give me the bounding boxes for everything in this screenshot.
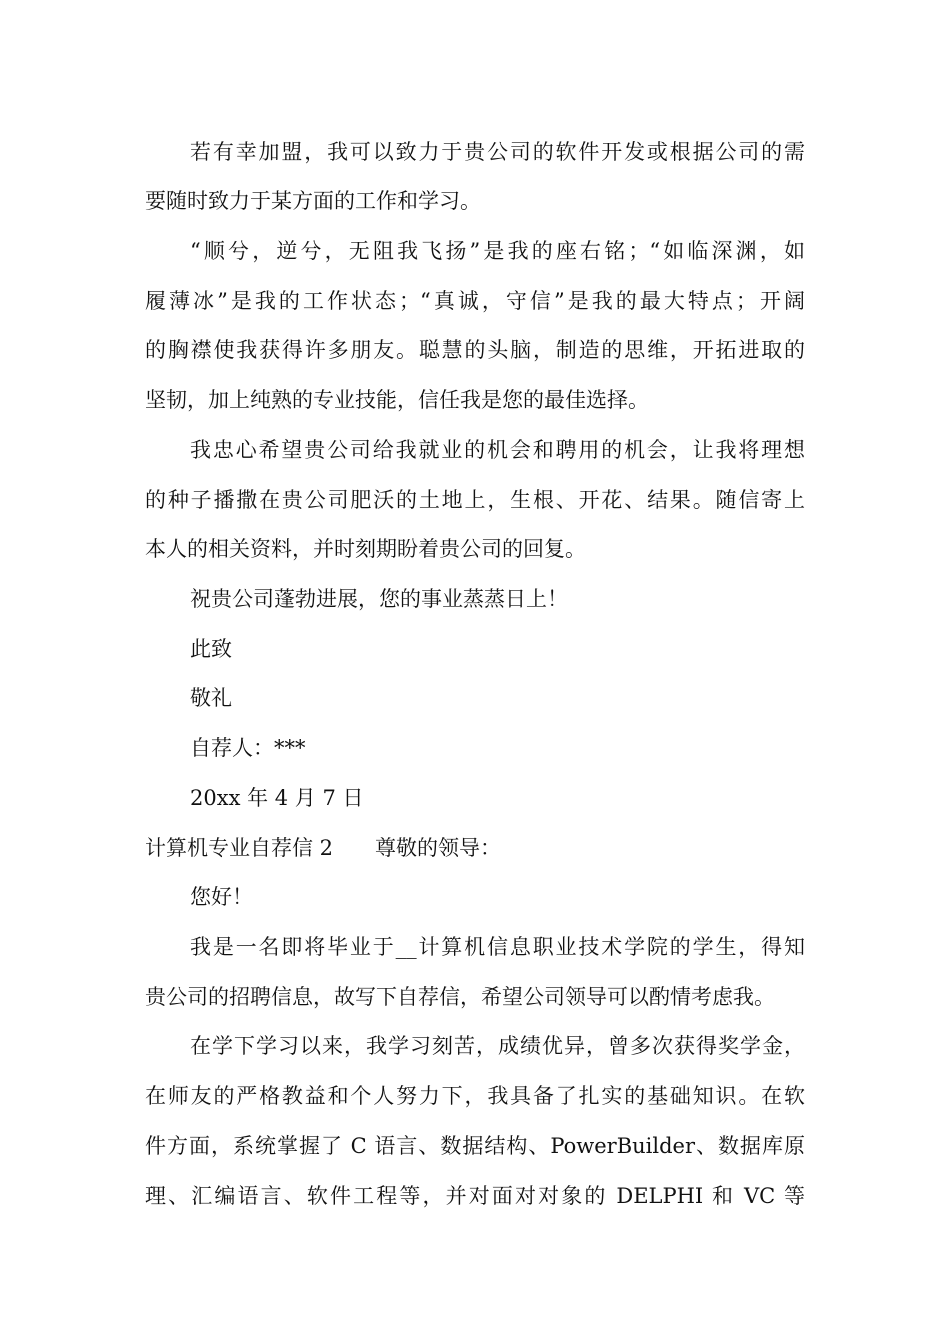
paragraph-1-line-2: 要随时致力于某方面的工作和学习。 <box>145 189 481 213</box>
closing-date: 20xx 年 4 月 7 日 <box>190 786 364 810</box>
paragraph-2-line-4: 坚韧，加上纯熟的专业技能，信任我是您的最佳选择。 <box>145 388 649 412</box>
paragraph-2-line-3: 的胸襟使我获得许多朋友。聪慧的头脑，制造的思维，开拓进取的 <box>145 338 805 362</box>
paragraph-2-line-2: 履薄冰”是我的工作状态；“真诚，守信”是我的最大特点；开阔 <box>145 289 805 313</box>
closing-wish: 祝贵公司蓬勃进展，您的事业蒸蒸日上！ <box>190 587 568 611</box>
letter-2-paragraph-2-line-1: 在学下学习以来，我学习刻苦，成绩优异，曾多次获得奖学金， <box>190 1034 805 1058</box>
letter-2-paragraph-2-line-3: 件方面，系统掌握了 C 语言、数据结构、PowerBuilder、数据库原 <box>145 1134 805 1158</box>
paragraph-2-line-1: “顺兮，逆兮，无阻我飞扬”是我的座右铭；“如临深渊，如 <box>190 239 805 263</box>
closing-salute-2: 敬礼 <box>190 686 232 710</box>
letter-2-paragraph-1-line-1: 我是一名即将毕业于__计算机信息职业技术学院的学生，得知 <box>190 935 805 959</box>
letter-2-greeting: 您好！ <box>190 885 253 909</box>
letter-2-paragraph-2-line-2: 在师友的严格教益和个人努力下，我具备了扎实的基础知识。在软 <box>145 1084 805 1108</box>
closing-signer: 自荐人：*** <box>190 736 306 760</box>
letter-2-paragraph-2-line-4: 理、汇编语言、软件工程等，并对面对对象的 DELPHI 和 VC 等 <box>145 1184 805 1208</box>
letter-2-heading <box>145 833 805 863</box>
paragraph-3-line-1: 我忠心希望贵公司给我就业的机会和聘用的机会，让我将理想 <box>190 438 805 462</box>
paragraph-3-line-2: 的种子播撒在贵公司肥沃的土地上，生根、开花、结果。随信寄上 <box>145 488 805 512</box>
letter-2-title: 计算机专业自荐信 2 <box>145 836 334 860</box>
paragraph-3-line-3: 本人的相关资料，并时刻期盼着贵公司的回复。 <box>145 537 586 561</box>
letter-2-recipient: 尊敬的领导： <box>375 836 502 860</box>
closing-salute-1: 此致 <box>190 637 232 661</box>
letter-2-paragraph-1-line-2: 贵公司的招聘信息，故写下自荐信，希望公司领导可以酌情考虑我。 <box>145 985 775 1009</box>
paragraph-1-line-1: 若有幸加盟，我可以致力于贵公司的软件开发或根据公司的需 <box>190 140 805 164</box>
